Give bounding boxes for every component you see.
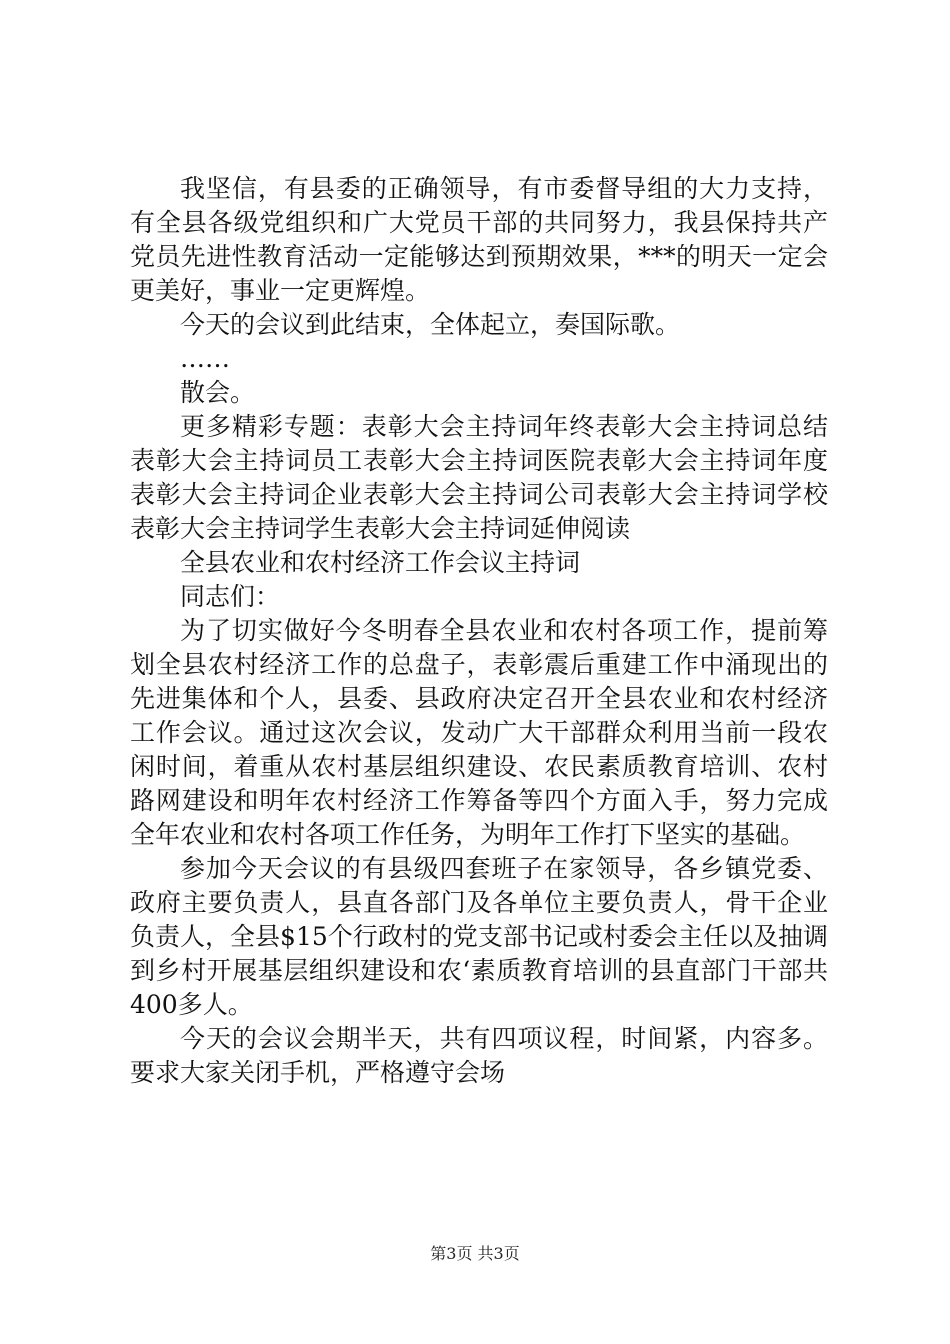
paragraph-adjourn: 散会。 bbox=[180, 378, 256, 407]
paragraph-ellipsis: …… bbox=[180, 344, 230, 373]
page-footer: 第3页 共3页 bbox=[430, 1244, 520, 1263]
document-body bbox=[130, 172, 828, 1090]
section-title: 全县农业和农村经济工作会议主持词 bbox=[180, 548, 581, 577]
paragraph-more-topics: 更多精彩专题：表彰大会主持词年终表彰大会主持词总结表彰大会主持词员工表彰大会主持词医院表彰大会主持词年度表彰大会主持词企业表彰大会主持词公司表彰大会主持词学校表彰大会主持词学生表彰大会主持词延伸阅读 bbox=[130, 412, 828, 543]
paragraph-agenda: 今天的会议会期半天，共有四项议程，时间紧，内容多。要求大家关闭手机，严格遵守会场 bbox=[130, 1024, 828, 1087]
paragraph-attendees: 参加今天会议的有县级四套班子在家领导，各乡镇党委、政府主要负责人，县直各部门及各单位主要负责人，骨干企业负责人，全县$15个行政村的党支部书记或村委会主任以及抽调到乡村开展基层组织建设和农‘素质教育培训的县直部门干部共400多人。 bbox=[130, 854, 828, 1019]
paragraph-meeting-purpose: 为了切实做好今冬明春全县农业和农村各项工作，提前筹划全县农村经济工作的总盘子，表彰震后重建工作中涌现出的先进集体和个人，县委、县政府决定召开全县农业和农村经济工作会议。通过这次会议，发动广大干部群众利用当前一段农闲时间，着重从农村基层组织建设、农民素质教育培训、农村路网建设和明年农村经济工作筹备等四个方面入手，努力完成全年农业和农村各项工作任务，为明年工作打下坚实的基础。 bbox=[130, 616, 828, 849]
paragraph-meeting-end: 今天的会议到此结束，全体起立，奏国际歌。 bbox=[180, 310, 681, 339]
paragraph-closing-belief: 我坚信，有县委的正确领导，有市委督导组的大力支持，有全县各级党组织和广大党员干部的共同努力，我县保持共产党员先进性教育活动一定能够达到预期效果，***的明天一定会更美好，事业一定更辉煌。 bbox=[130, 174, 828, 305]
paragraph-salutation: 同志们： bbox=[180, 582, 281, 611]
